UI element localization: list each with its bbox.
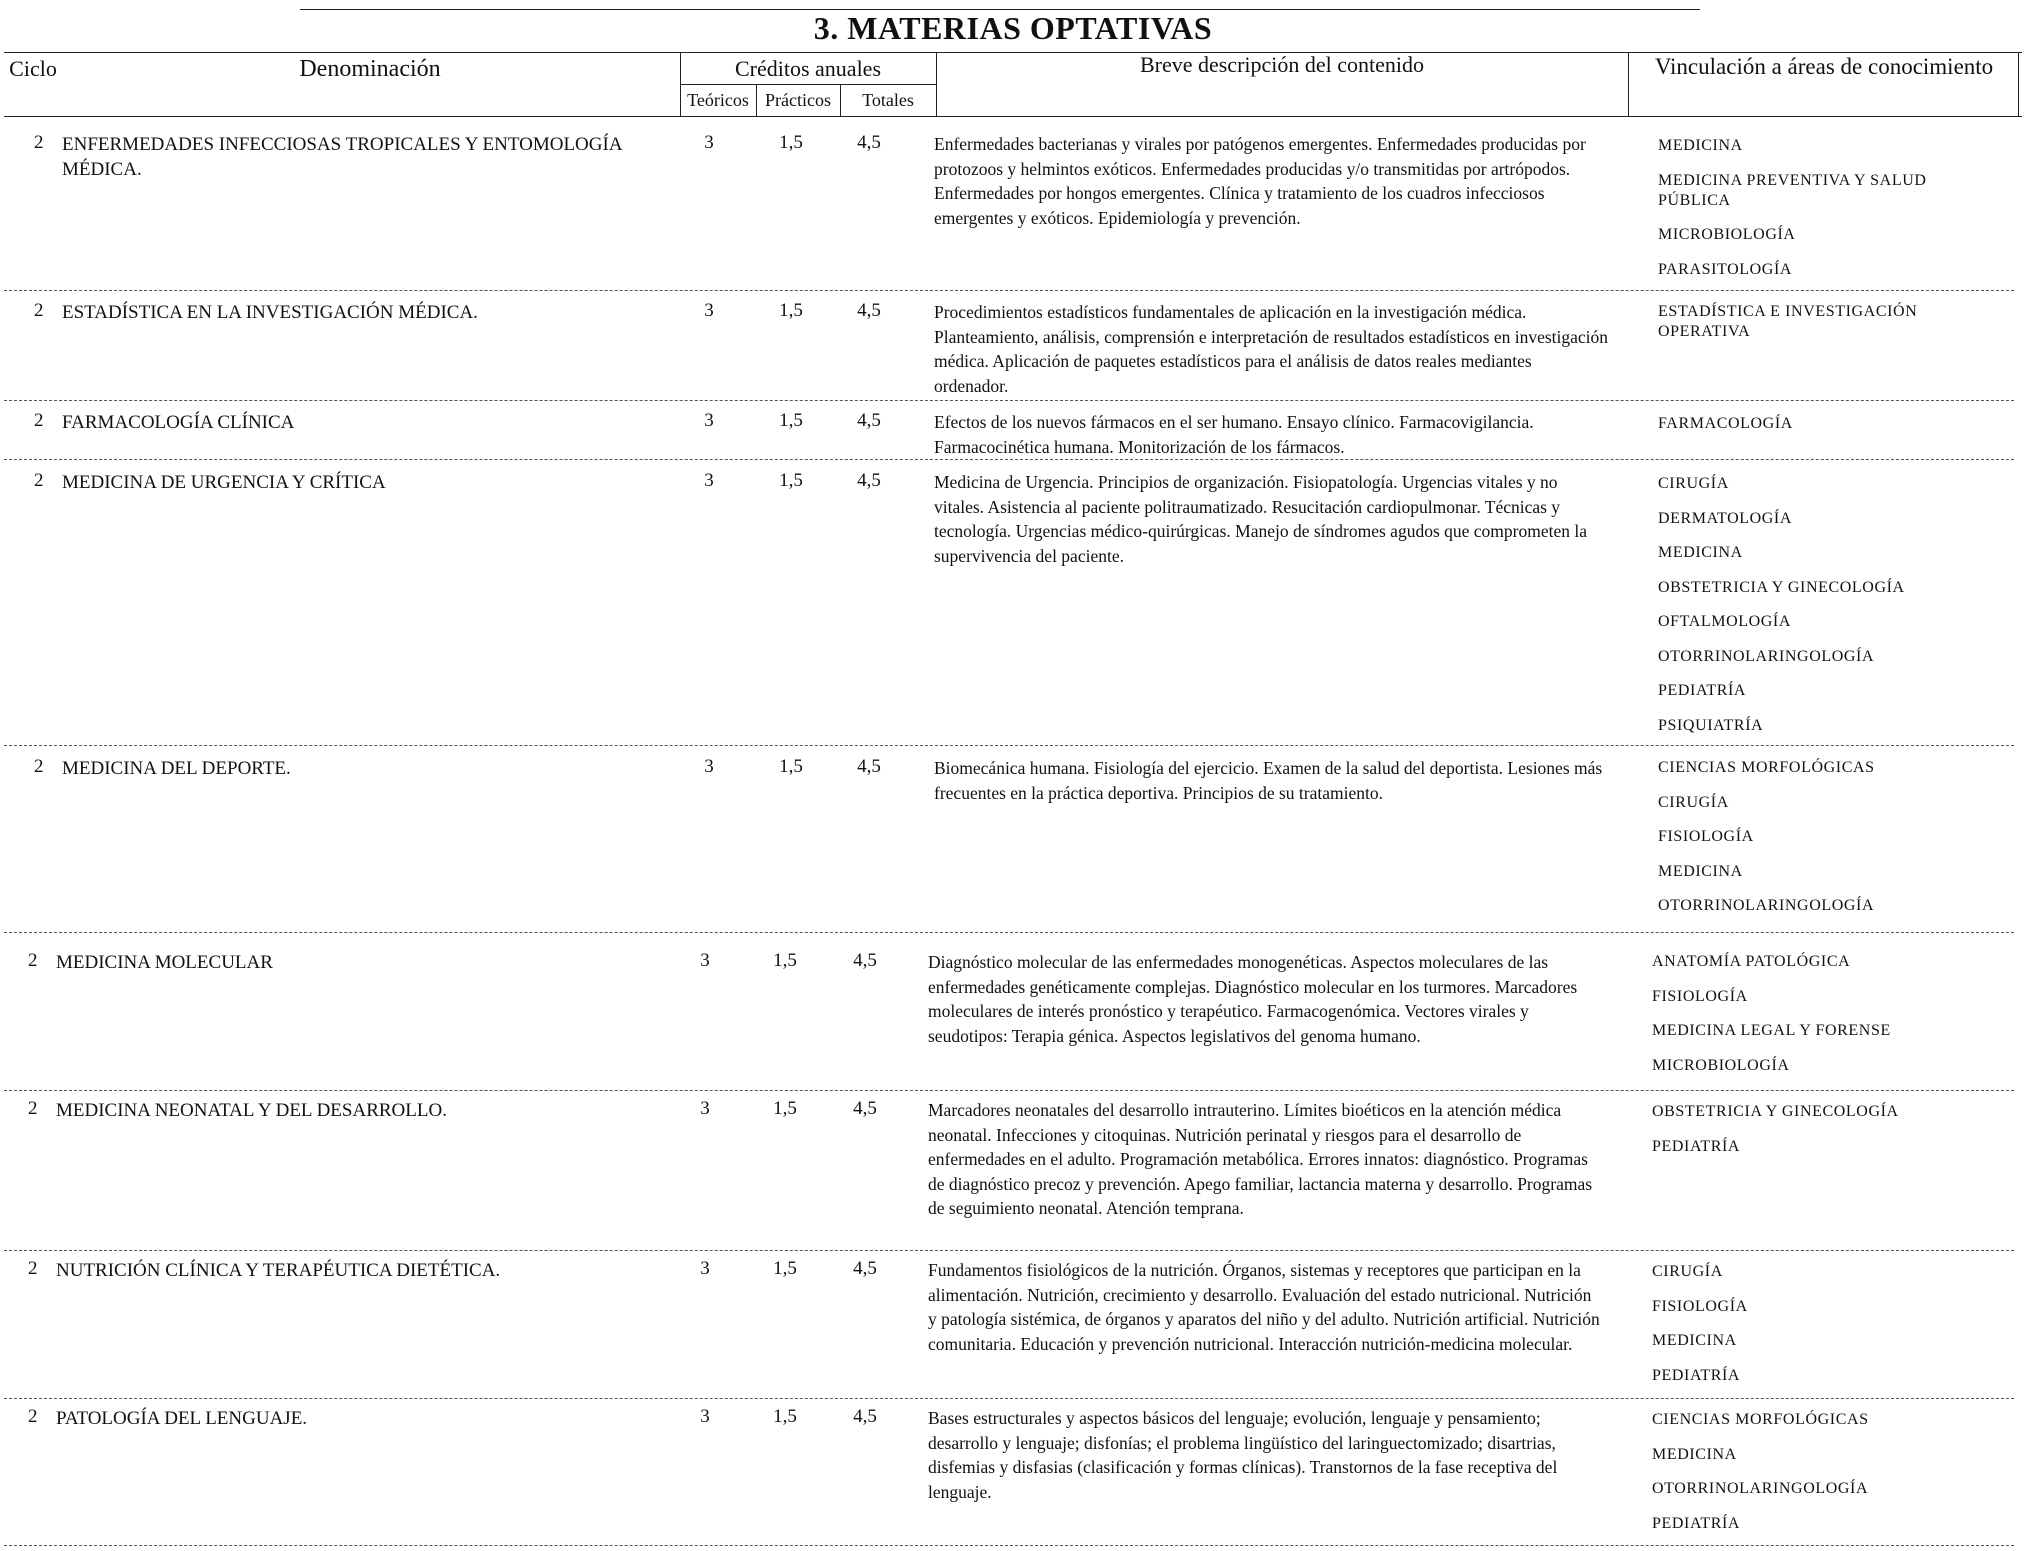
row-denominacion: ESTADÍSTICA EN LA INVESTIGACIÓN MÉDICA. <box>62 302 478 323</box>
area-item: MEDICINA <box>1652 1332 1737 1349</box>
row-practicos: 1,5 <box>779 470 803 491</box>
area-item: PEDIATRÍA <box>1652 1137 1741 1155</box>
header-teoricos: Teóricos <box>687 90 749 110</box>
row-separator <box>4 1090 2014 1091</box>
row-practicos: 1,5 <box>773 1098 797 1119</box>
area-item: ESTADÍSTICA E INVESTIGACIÓN OPERATIVA <box>1658 303 1918 340</box>
row-ciclo: 2 <box>28 1258 38 1279</box>
row-practicos: 1,5 <box>773 1258 797 1279</box>
row-teoricos: 3 <box>700 1258 710 1279</box>
row-separator <box>4 400 2014 401</box>
page-title: 3. MATERIAS OPTATIVAS <box>813 10 1213 46</box>
row-totales: 4,5 <box>857 470 881 491</box>
row-areas <box>1658 758 2018 931</box>
row-teoricos: 3 <box>704 132 714 153</box>
area-item: MICROBIOLOGÍA <box>1652 1056 1790 1074</box>
area-item: OTORRINOLARINGOLOGÍA <box>1658 647 1875 665</box>
header-practicos: Prácticos <box>765 90 831 110</box>
area-item: MEDICINA <box>1658 544 1743 561</box>
row-areas <box>1658 474 2018 750</box>
area-item: CIRUGÍA <box>1658 793 1729 811</box>
row-denominacion: MEDICINA MOLECULAR <box>56 952 273 973</box>
area-item: OFTALMOLOGÍA <box>1658 613 1792 630</box>
row-descripcion: Marcadores neonatales del desarrollo intrauterino. Límites bioéticos en la atención médica neonatal. Infecciones y citoquinas. Nutrición perinatal y riesgos para el desarrollo de enfermedades en el adulto. Programación metabólica. Errores innatos: diagnóstico. Programas de diagnóstico precoz y prevención. Apego familiar, lactancia materna y desarrollo. Programas de seguimiento neonatal. Atención temprana. <box>928 1100 1593 1218</box>
row-totales: 4,5 <box>857 300 881 321</box>
row-areas <box>1652 1410 2012 1548</box>
area-item: PSIQUIATRÍA <box>1658 716 1764 734</box>
area-item: PEDIATRÍA <box>1652 1366 1741 1384</box>
area-item: CIRUGÍA <box>1652 1263 1723 1280</box>
row-totales: 4,5 <box>853 1258 877 1279</box>
area-item: PEDIATRÍA <box>1658 682 1747 699</box>
row-totales: 4,5 <box>853 1406 877 1427</box>
row-denominacion: NUTRICIÓN CLÍNICA Y TERAPÉUTICA DIETÉTICA. <box>56 1260 501 1281</box>
row-ciclo: 2 <box>34 132 44 153</box>
row-totales: 4,5 <box>857 410 881 431</box>
row-practicos: 1,5 <box>779 756 803 777</box>
row-descripcion: Medicina de Urgencia. Principios de organización. Fisiopatología. Urgencias vitales y no vitales. Asistencia al paciente politraumatizado. Resucitación cardiopulmonar. Técnicas y tecnología. Urgencias médico-quirúrgicas. Manejo de síndromes agudos que comprometen la supervivencia del paciente. <box>934 472 1587 566</box>
row-areas <box>1652 1102 2012 1171</box>
row-teoricos: 3 <box>700 1406 710 1427</box>
area-item: FISIOLOGÍA <box>1652 1297 1748 1315</box>
row-areas <box>1652 952 2012 1090</box>
row-areas <box>1652 1262 2012 1400</box>
row-totales: 4,5 <box>853 1098 877 1119</box>
row-descripcion: Bases estructurales y aspectos básicos del lenguaje; evolución, lenguaje y pensamiento; desarrollo y lenguaje; disfonías; el problema lingüístico del laringuectomizado; disartrias, disfemias y disfasias (clasificación y formas clínicas). Transtornos de la fase receptiva del lenguaje. <box>928 1408 1558 1502</box>
area-item: OBSTETRICIA Y GINECOLOGÍA <box>1652 1103 1899 1120</box>
area-item: OTORRINOLARINGOLOGÍA <box>1652 1480 1869 1497</box>
row-practicos: 1,5 <box>779 132 803 153</box>
row-ciclo: 2 <box>34 300 44 321</box>
row-denominacion: MEDICINA NEONATAL Y DEL DESARROLLO. <box>56 1100 447 1121</box>
row-practicos: 1,5 <box>779 300 803 321</box>
row-practicos: 1,5 <box>779 410 803 431</box>
row-teoricos: 3 <box>700 1098 710 1119</box>
row-practicos: 1,5 <box>773 950 797 971</box>
row-practicos: 1,5 <box>773 1406 797 1427</box>
area-item: MEDICINA <box>1652 1445 1737 1463</box>
row-teoricos: 3 <box>700 950 710 971</box>
row-ciclo: 2 <box>28 1406 38 1427</box>
header-ciclo: Ciclo <box>9 56 57 81</box>
row-areas <box>1658 302 2018 357</box>
row-totales: 4,5 <box>853 950 877 971</box>
header-descripcion: Breve descripción del contenido <box>1139 52 1425 77</box>
row-descripcion: Efectos de los nuevos fármacos en el ser humano. Ensayo clínico. Farmacovigilancia. Farmacocinética humana. Monitorización de los fármacos. <box>934 412 1534 457</box>
row-ciclo: 2 <box>34 756 44 777</box>
row-separator <box>4 459 2014 460</box>
area-item: PARASITOLOGÍA <box>1658 260 1793 278</box>
row-totales: 4,5 <box>857 132 881 153</box>
area-item: MEDICINA PREVENTIVA Y SALUD PÚBLICA <box>1658 171 1927 209</box>
row-teoricos: 3 <box>704 470 714 491</box>
area-item: MEDICINA LEGAL Y FORENSE <box>1652 1022 1891 1039</box>
row-teoricos: 3 <box>704 300 714 321</box>
row-denominacion: MEDICINA DEL DEPORTE. <box>62 758 291 779</box>
header-bottom-rule <box>4 116 2022 117</box>
row-descripcion: Procedimientos estadísticos fundamentales de aplicación en la investigación médica. Planteamiento, análisis, comprensión e interpretación de resultados estadísticos en investigación médica. Aplicación de paquetes estadísticos para el análisis de datos reales mediantes ordenador. <box>934 302 1609 396</box>
row-ciclo: 2 <box>28 950 38 971</box>
credits-subheader-rule <box>680 84 936 85</box>
area-item: CIRUGÍA <box>1658 475 1729 492</box>
header-totales: Totales <box>862 90 914 110</box>
row-separator <box>4 1250 2014 1251</box>
row-descripcion: Fundamentos fisiológicos de la nutrición. Órganos, sistemas y receptores que participan en la alimentación. Nutrición, crecimiento y desarrollo. Evaluación del estado nutricional. Nutrición y patología sistémica, de órganos y aparatos del niño y del adulto. Nutrición artificial. Nutrición comunitaria. Educación y prevención nutricional. Interacción nutrición-medicina molecular. <box>928 1260 1600 1354</box>
row-separator <box>4 932 2014 933</box>
row-teoricos: 3 <box>704 756 714 777</box>
row-teoricos: 3 <box>704 410 714 431</box>
row-ciclo: 2 <box>34 470 44 491</box>
area-item: MEDICINA <box>1658 137 1743 154</box>
area-item: ANATOMÍA PATOLÓGICA <box>1652 953 1851 970</box>
area-item: FISIOLOGÍA <box>1658 828 1754 845</box>
header-creditos: Créditos anuales <box>734 56 882 81</box>
top-rule <box>300 9 1700 10</box>
row-denominacion: PATOLOGÍA DEL LENGUAJE. <box>56 1408 308 1429</box>
area-item: MICROBIOLOGÍA <box>1658 226 1796 243</box>
area-item: MEDICINA <box>1658 862 1743 880</box>
row-areas <box>1658 136 2018 294</box>
row-ciclo: 2 <box>34 410 44 431</box>
header-denominacion: Denominación <box>299 56 441 82</box>
row-descripcion: Diagnóstico molecular de las enfermedades monogenéticas. Aspectos moleculares de las enfermedades genéticamente complejas. Diagnóstico molecular en los turmores. Marcadores moleculares de interés pronóstico y terapéutico. Farmacogenómica. Vectores virales y seudotipos: Terapia génica. Aspectos legislativos del genoma humano. <box>928 952 1578 1046</box>
area-item: OBSTETRICIA Y GINECOLOGÍA <box>1658 578 1905 596</box>
row-descripcion: Biomecánica humana. Fisiología del ejercicio. Examen de la salud del deportista. Lesiones más frecuentes en la práctica deportiva. Principios de su tratamiento. <box>934 758 1603 803</box>
row-denominacion: ENFERMEDADES INFECCIOSAS TROPICALES Y ENTOMOLOGÍA MÉDICA. <box>62 134 622 180</box>
area-item: FISIOLOGÍA <box>1652 987 1748 1005</box>
row-denominacion: FARMACOLOGÍA CLÍNICA <box>62 412 295 433</box>
area-item: DERMATOLOGÍA <box>1658 509 1793 527</box>
area-item: CIENCIAS MORFOLÓGICAS <box>1658 759 1875 776</box>
row-descripcion: Enfermedades bacterianas y virales por patógenos emergentes. Enfermedades producidas por protozoos y helmintos exóticos. Enfermedades producidas y/o transmitidas por artrópodos. Enfermedades por hongos emergentes. Clínica y tratamiento de los cuadros infecciosos emergentes y exóticos. Epidemiología y prevención. <box>934 134 1586 228</box>
area-item: PEDIATRÍA <box>1652 1514 1741 1532</box>
row-areas <box>1658 414 2018 449</box>
area-item: FARMACOLOGÍA <box>1658 415 1793 432</box>
row-ciclo: 2 <box>28 1098 38 1119</box>
area-item: CIENCIAS MORFOLÓGICAS <box>1652 1411 1869 1428</box>
row-denominacion: MEDICINA DE URGENCIA Y CRÍTICA <box>62 472 386 493</box>
row-totales: 4,5 <box>857 756 881 777</box>
area-item: OTORRINOLARINGOLOGÍA <box>1658 897 1875 914</box>
header-vinculacion: Vinculación a áreas de conocimiento <box>1654 54 1994 79</box>
